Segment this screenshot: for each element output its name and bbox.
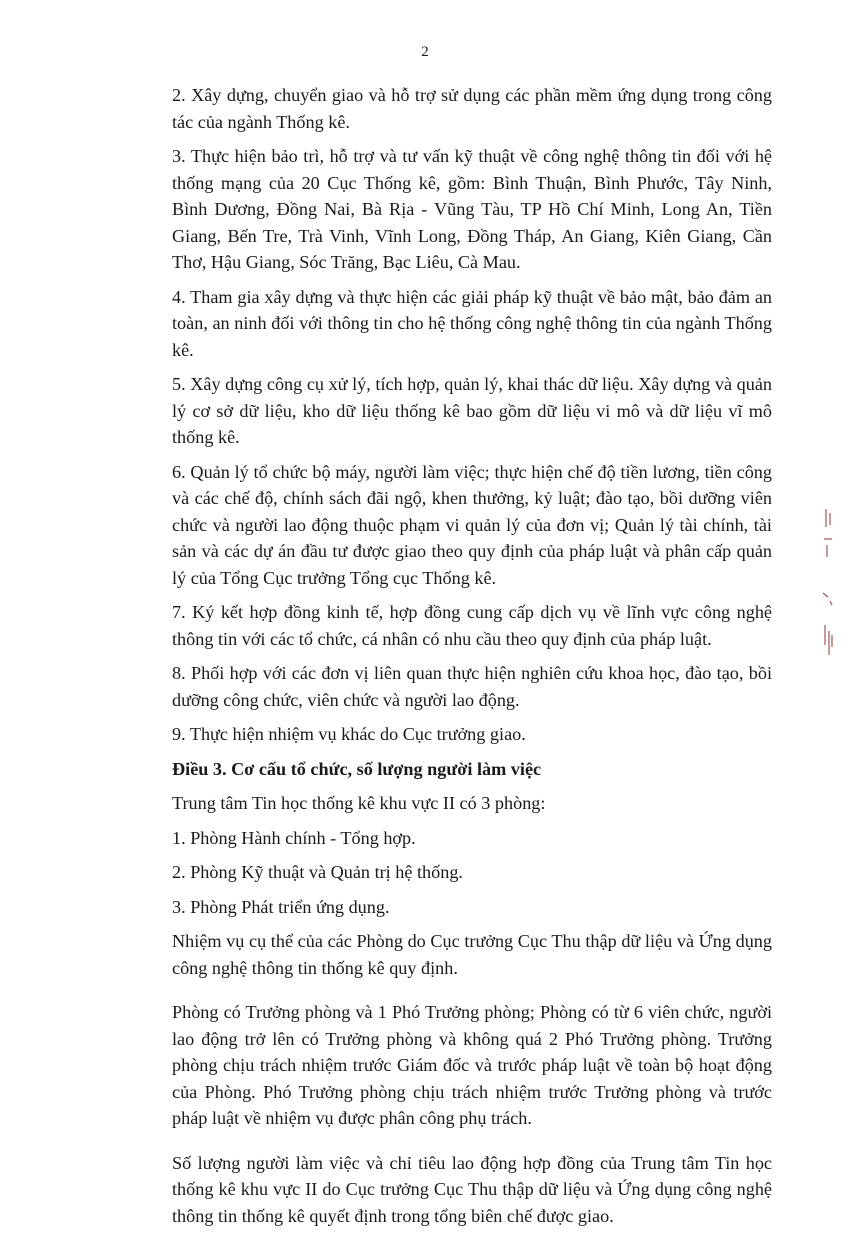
paragraph-item-2: 2. Xây dựng, chuyển giao và hỗ trợ sử dụng các phần mềm ứng dụng trong công tác của ngành Thống kê. [172, 85, 772, 132]
paragraph-item-8: 8. Phối hợp với các đơn vị liên quan thực hiện nghiên cứu khoa học, đào tạo, bồi dưỡng công chức, viên chức và người lao động. [172, 663, 772, 710]
paragraph-item-3: 3. Thực hiện bảo trì, hỗ trợ và tư vấn kỹ thuật về công nghệ thông tin đối với hệ thống mạng của 20 Cục Thống kê, gồm: Bình Thuận, Bình Phước, Tây Ninh, Bình Dương, Đồng Nai, Bà Rịa - Vũng Tàu, TP Hồ Chí Minh, Long An, Tiền Giang, Bến Tre, Trà Vinh, Vĩnh Long, Đồng Tháp, An Giang, Kiên Giang, Cần Thơ, Hậu Giang, Sóc Trăng, Bạc Liêu, Cà Mau. [172, 146, 772, 272]
department-item-1: 1. Phòng Hành chính - Tổng hợp. [172, 827, 416, 848]
article-3-heading: Điều 3. Cơ cấu tổ chức, số lượng người làm việc [172, 758, 542, 779]
article-3-intro: Trung tâm Tin học thống kê khu vực II có 3 phòng: [172, 793, 546, 813]
department-item-2: 2. Phòng Kỹ thuật và Quản trị hệ thống. [172, 862, 463, 882]
paragraph-item-5: 5. Xây dựng công cụ xử lý, tích hợp, quản lý, khai thác dữ liệu. Xây dựng và quản lý cơ sở dữ liệu, kho dữ liệu thống kê bao gồm dữ liệu vi mô và dữ liệu vĩ mô thống kê. [172, 374, 772, 447]
article-3-leadership: Phòng có Trưởng phòng và 1 Phó Trưởng phòng; Phòng có từ 6 viên chức, người lao động trở lên có Trưởng phòng và không quá 2 Phó Trưởng phòng. Trưởng phòng chịu trách nhiệm trước Giám đốc và trước pháp luật về toàn bộ hoạt động của Phòng. Phó Trưởng phòng chịu trách nhiệm trước Trưởng phòng và trước pháp luật về nhiệm vụ được phân công phụ trách. [172, 1002, 772, 1128]
paragraph-item-4: 4. Tham gia xây dựng và thực hiện các giải pháp kỹ thuật về bảo mật, bảo đảm an toàn, an ninh đối với thông tin cho hệ thống công nghệ thông tin của ngành Thống kê. [172, 286, 772, 360]
article-3-duties: Nhiệm vụ cụ thể của các Phòng do Cục trưởng Cục Thu thập dữ liệu và Ứng dụng công nghệ thông tin thống kê quy định. [172, 931, 772, 978]
department-item-3: 3. Phòng Phát triển ứng dụng. [172, 896, 390, 917]
paragraph-item-7: 7. Ký kết hợp đồng kinh tế, hợp đồng cung cấp dịch vụ về lĩnh vực công nghệ thông tin với các tổ chức, cá nhân có nhu cầu theo quy định của pháp luật. [172, 602, 772, 649]
margin-stamp-marks [818, 505, 840, 665]
paragraph-item-9: 9. Thực hiện nhiệm vụ khác do Cục trưởng giao. [172, 724, 526, 744]
page-number: 2 [421, 44, 429, 60]
paragraph-item-6: 6. Quản lý tổ chức bộ máy, người làm việc; thực hiện chế độ tiền lương, tiền công và các chế độ, chính sách đãi ngộ, khen thưởng, kỷ luật; đào tạo, bồi dưỡng viên chức và người lao động thuộc phạm vi quản lý của đơn vị; Quản lý tài chính, tài sản và các dự án đầu tư được giao theo quy định của pháp luật và phân cấp quản lý của Tổng Cục trưởng Tổng cục Thống kê. [172, 461, 772, 588]
article-3-staffing: Số lượng người làm việc và chỉ tiêu lao động hợp đồng của Trung tâm Tin học thống kê khu vực II do Cục trưởng Cục Thu thập dữ liệu và Ứng dụng công nghệ thông tin thống kê quyết định trong tổng biên chế được giao. [172, 1152, 772, 1226]
document-body [172, 82, 772, 1237]
